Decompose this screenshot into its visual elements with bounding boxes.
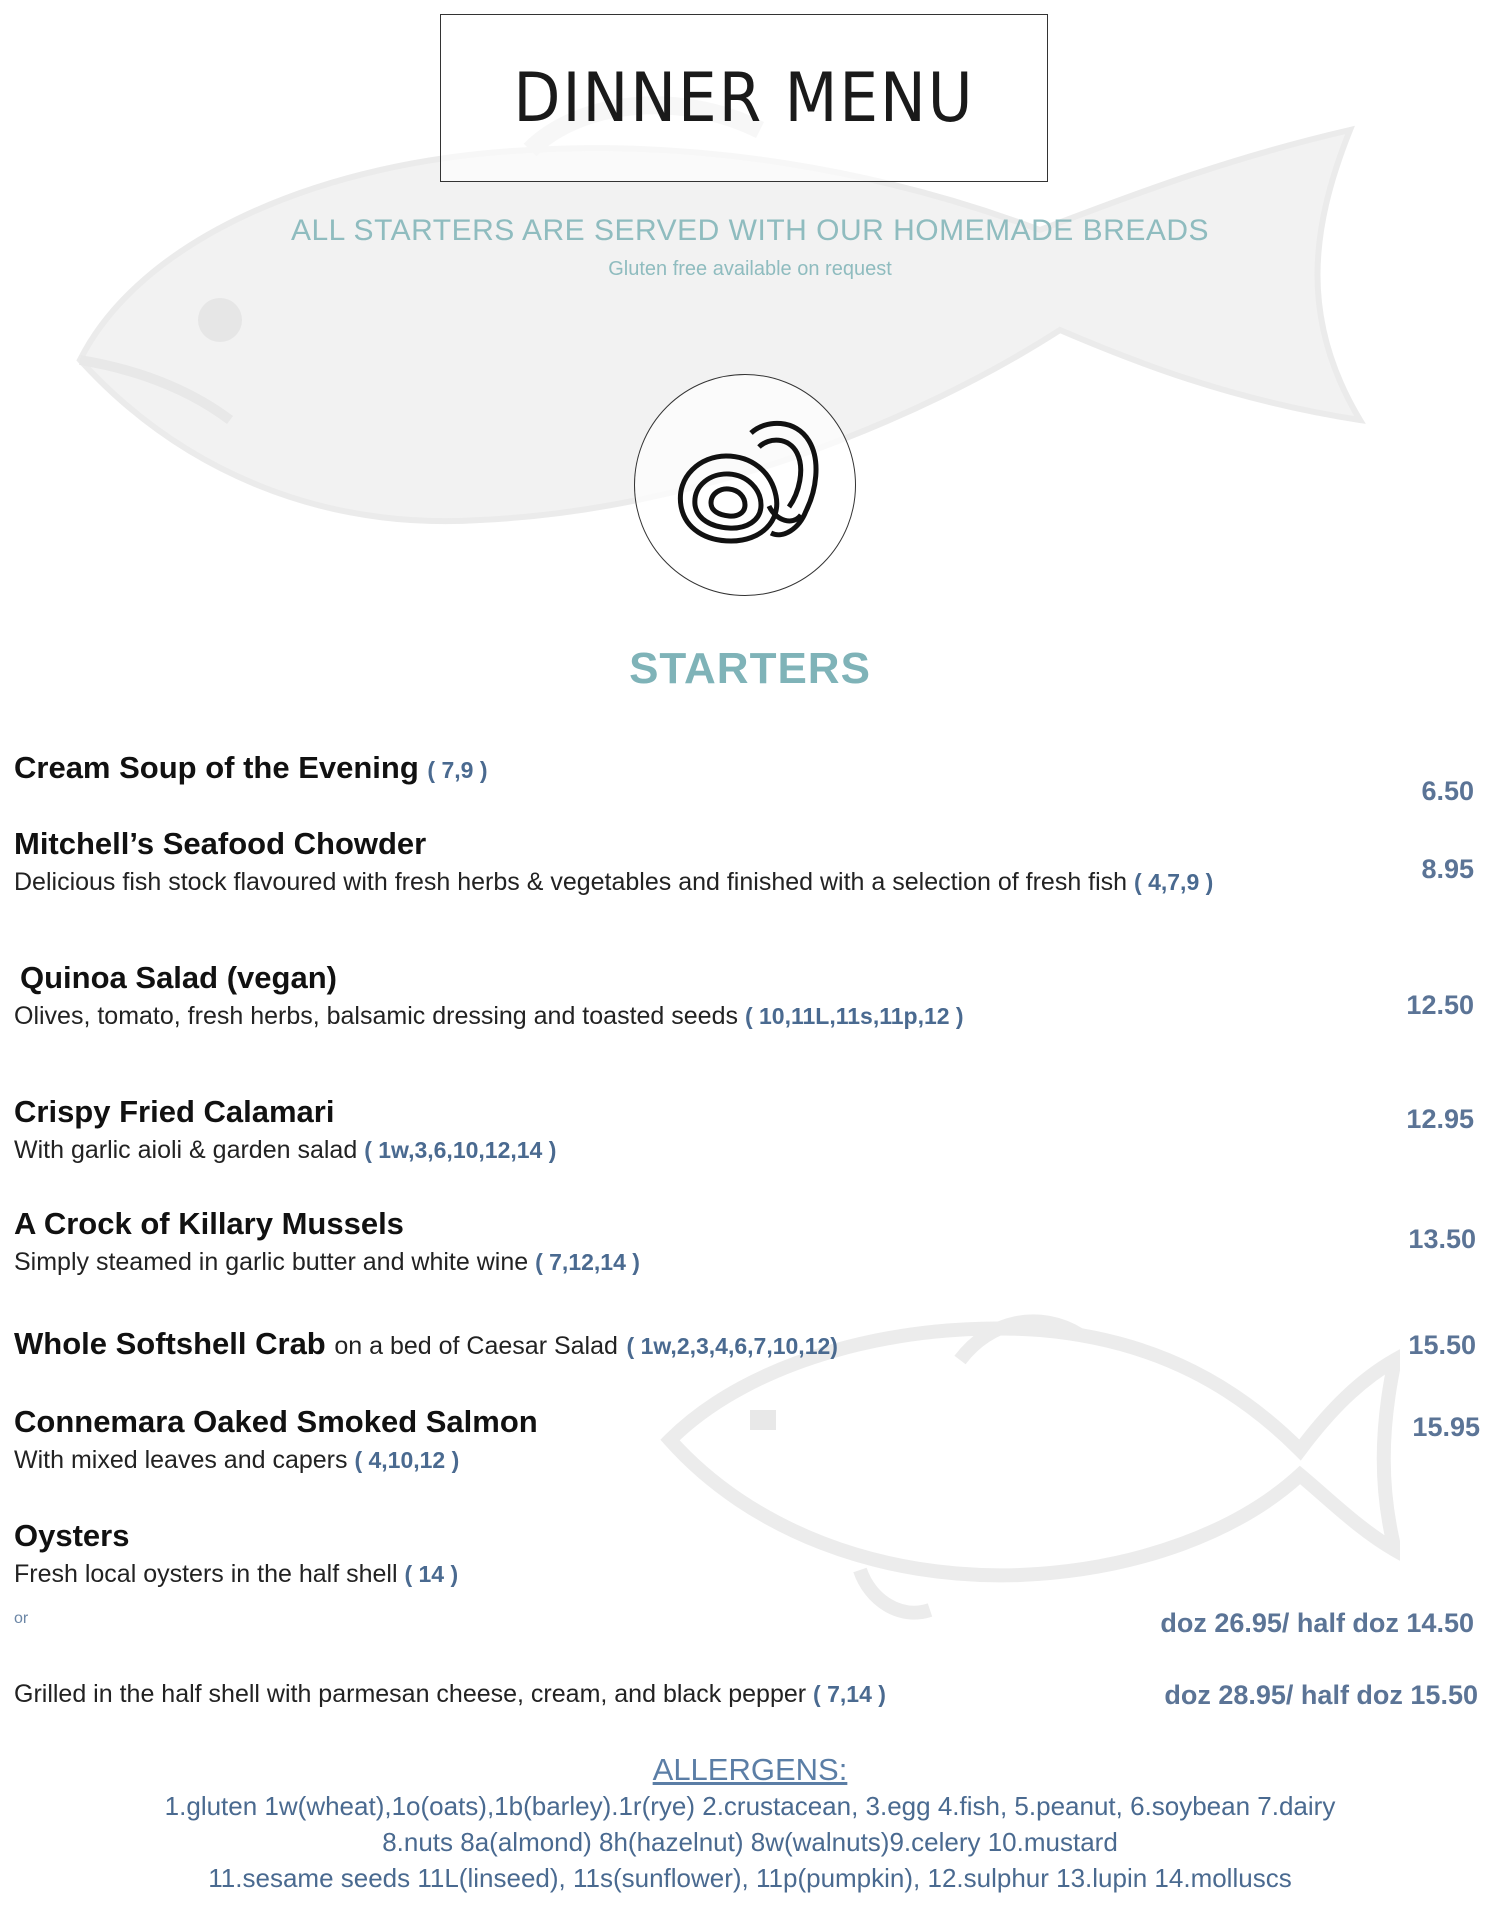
item-description: Fresh local oysters in the half shell (14, 1560, 398, 1588)
allergens-block (0, 1752, 1500, 1896)
menu-item (14, 1326, 838, 1362)
item-allergens: ( 1w,3,6,10,12,14 ) (364, 1137, 557, 1163)
item-name: Whole Softshell Crab (14, 1326, 326, 1361)
item-price: 12.50 (1406, 990, 1474, 1020)
subtagline: Gluten free available on request (608, 258, 892, 280)
item-name: Quinoa Salad (vegan) (20, 960, 337, 995)
item-description: Olives, tomato, fresh herbs, balsamic dressing and toasted seeds (14, 1002, 738, 1030)
section-title-starters: STARTERS (629, 644, 871, 693)
item-price: 13.50 (1408, 1224, 1476, 1254)
menu-item (14, 1680, 886, 1709)
item-description: Grilled in the half shell with parmesan cheese, cream, and black pepper (14, 1680, 807, 1708)
item-allergens: ( 10,11L,11s,11p,12 ) (744, 1003, 964, 1029)
item-allergens: ( 7,9 ) (427, 757, 488, 783)
item-description: Delicious fish stock flavoured with fresh herbs & vegetables and finished with a selection of fresh fish (14, 868, 1128, 896)
allergens-line: 8.nuts 8a(almond) 8h(hazelnut) 8w(walnuts)9.celery 10.mustard (382, 1827, 1118, 1857)
allergens-line: 11.sesame seeds 11L(linseed), 11s(sunflower), 11p(pumpkin), 12.sulphur 13.lupin 14.molluscs (208, 1863, 1292, 1893)
item-allergens: ( 4,10,12 ) (354, 1447, 460, 1473)
title-box (440, 14, 1048, 182)
item-name: Connemara Oaked Smoked Salmon (14, 1404, 538, 1439)
item-allergens: ( 7,12,14 ) (535, 1249, 640, 1275)
item-allergens: ( 7,14 ) (813, 1681, 886, 1707)
item-name: Crispy Fried Calamari (14, 1094, 335, 1129)
item-price: 6.50 (1421, 776, 1474, 806)
menu-item (14, 1404, 538, 1475)
item-allergens: ( 1w,2,3,4,6,7,10,12) (626, 1333, 838, 1359)
page-title: DINNER MENU (513, 58, 975, 138)
item-price: 15.50 (1408, 1330, 1476, 1360)
menu-item (14, 1206, 640, 1277)
tagline: ALL STARTERS ARE SERVED WITH OUR HOMEMADE BREADS (290, 214, 1210, 247)
allergens-title: ALLERGENS: (652, 1752, 848, 1787)
item-allergens: ( 4,7,9 ) (1134, 869, 1214, 895)
menu-item (14, 1094, 556, 1165)
item-name: Mitchell’s Seafood Chowder (14, 826, 427, 861)
item-description: With garlic aioli & garden salad (14, 1136, 358, 1164)
item-allergens: ( 14 ) (404, 1561, 459, 1587)
item-name: A Crock of Killary Mussels (14, 1206, 404, 1241)
item-name: Oysters (14, 1518, 130, 1553)
item-description: on a bed of Caesar Salad (334, 1332, 618, 1360)
menu-item (14, 1518, 458, 1589)
or-label: or (14, 1610, 29, 1627)
menu-item (14, 826, 1213, 897)
item-price: doz 26.95/ half doz 14.50 (1160, 1608, 1474, 1638)
item-description: With mixed leaves and capers (14, 1446, 348, 1474)
menu-item (14, 750, 487, 786)
allergens-line: 1.gluten 1w(wheat),1o(oats),1b(barley).1r(rye) 2.crustacean, 3.egg 4.fish, 5.peanut, 6.soybean 7.dairy (164, 1791, 1336, 1821)
item-price: 15.95 (1412, 1412, 1480, 1442)
item-name: Cream Soup of the Evening (14, 750, 419, 785)
item-price: 8.95 (1421, 854, 1474, 884)
item-price: doz 28.95/ half doz 15.50 (1164, 1680, 1478, 1710)
oyster-emblem (634, 374, 856, 596)
item-price: 12.95 (1406, 1104, 1474, 1134)
item-description: Simply steamed in garlic butter and white wine (14, 1248, 529, 1276)
menu-item (14, 960, 964, 1031)
oyster-icon (671, 411, 821, 561)
